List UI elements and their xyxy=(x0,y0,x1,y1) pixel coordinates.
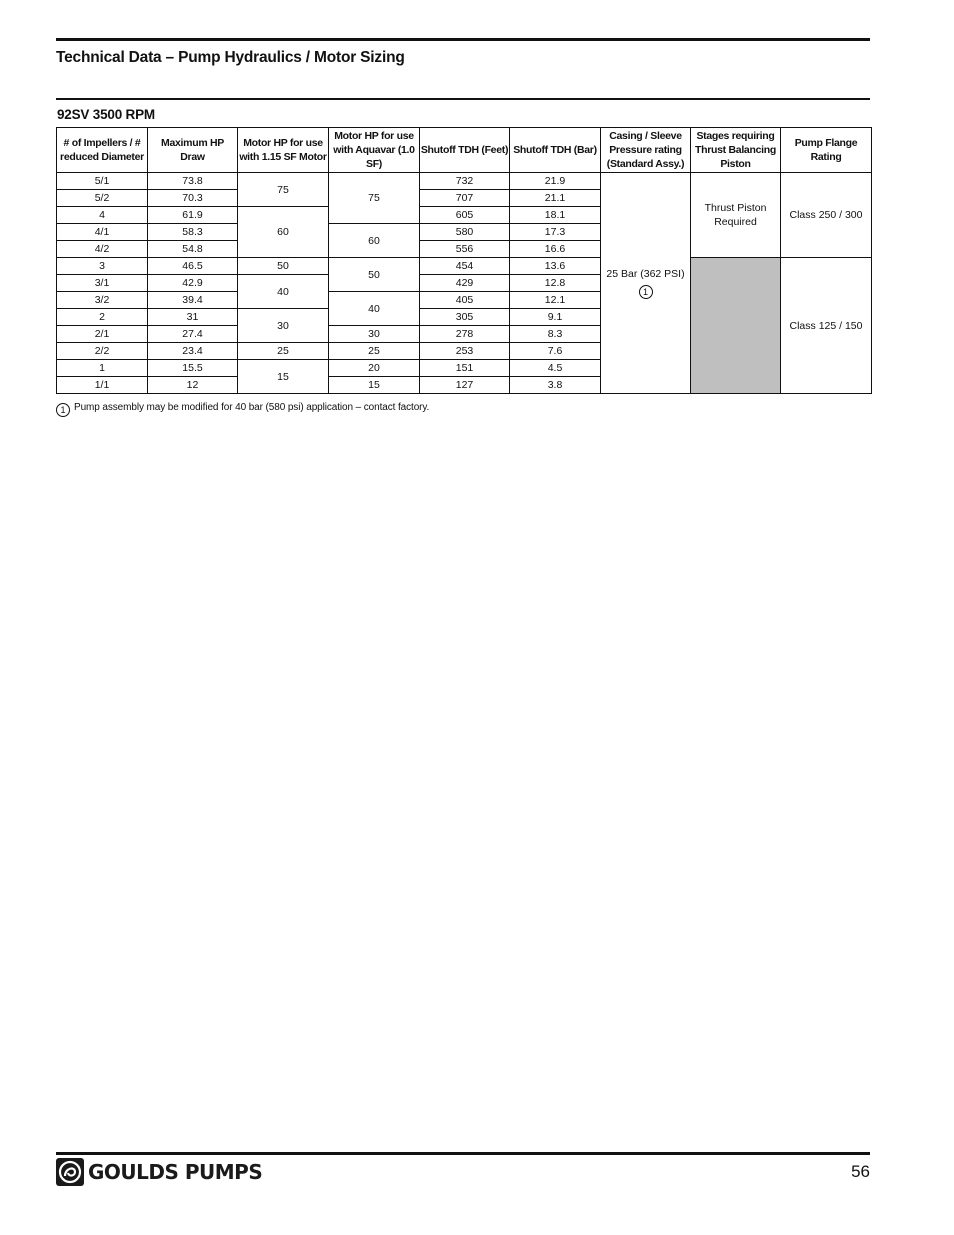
cell-max-hp: 46.5 xyxy=(148,258,238,275)
cell-shutoff-feet: 405 xyxy=(420,292,510,309)
cell-max-hp: 12 xyxy=(148,377,238,394)
goulds-logo-icon xyxy=(56,1158,84,1186)
cell-max-hp: 70.3 xyxy=(148,190,238,207)
cell-motor-aquavar: 40 xyxy=(329,292,420,326)
goulds-pumps-logo xyxy=(56,1157,262,1187)
cell-max-hp: 39.4 xyxy=(148,292,238,309)
cell-shutoff-bar: 9.1 xyxy=(510,309,601,326)
cell-impellers: 3/1 xyxy=(57,275,148,292)
cell-shutoff-bar: 13.6 xyxy=(510,258,601,275)
header-flange-rating: Pump Flange Rating xyxy=(781,128,872,173)
cell-impellers: 2 xyxy=(57,309,148,326)
cell-max-hp: 27.4 xyxy=(148,326,238,343)
cell-shutoff-bar: 7.6 xyxy=(510,343,601,360)
cell-impellers: 5/1 xyxy=(57,173,148,190)
cell-shutoff-feet: 556 xyxy=(420,241,510,258)
top-rule xyxy=(56,38,870,41)
cell-shutoff-feet: 278 xyxy=(420,326,510,343)
header-max-hp: Maximum HP Draw xyxy=(148,128,238,173)
cell-impellers: 3 xyxy=(57,258,148,275)
cell-motor-sf: 50 xyxy=(238,258,329,275)
cell-shutoff-feet: 580 xyxy=(420,224,510,241)
cell-motor-sf: 60 xyxy=(238,207,329,258)
cell-motor-aquavar: 20 xyxy=(329,360,420,377)
cell-shutoff-feet: 605 xyxy=(420,207,510,224)
cell-shutoff-bar: 18.1 xyxy=(510,207,601,224)
cell-shutoff-bar: 8.3 xyxy=(510,326,601,343)
header-casing-rating: Casing / Sleeve Pressure rating (Standard Assy.) xyxy=(601,128,691,173)
cell-motor-aquavar: 50 xyxy=(329,258,420,292)
cell-max-hp: 73.8 xyxy=(148,173,238,190)
cell-impellers: 1 xyxy=(57,360,148,377)
footnote-text: Pump assembly may be modified for 40 bar (580 psi) application – contact factory. xyxy=(74,402,430,413)
cell-shutoff-feet: 707 xyxy=(420,190,510,207)
cell-motor-sf: 75 xyxy=(238,173,329,207)
cell-shutoff-feet: 454 xyxy=(420,258,510,275)
cell-shutoff-feet: 253 xyxy=(420,343,510,360)
cell-motor-aquavar: 60 xyxy=(329,224,420,258)
footnote xyxy=(56,402,429,417)
table-row xyxy=(57,173,872,190)
cell-flange-lower: Class 125 / 150 xyxy=(781,258,872,394)
pump-data-table xyxy=(56,127,872,394)
cell-motor-aquavar: 75 xyxy=(329,173,420,224)
footnote-marker-icon: 1 xyxy=(56,403,70,417)
cell-shutoff-bar: 21.9 xyxy=(510,173,601,190)
footnote-marker-icon: 1 xyxy=(639,285,653,299)
cell-max-hp: 31 xyxy=(148,309,238,326)
cell-motor-aquavar: 15 xyxy=(329,377,420,394)
cell-motor-sf: 15 xyxy=(238,360,329,394)
cell-impellers: 3/2 xyxy=(57,292,148,309)
header-motor-sf: Motor HP for use with 1.15 SF Motor xyxy=(238,128,329,173)
cell-motor-aquavar: 25 xyxy=(329,343,420,360)
cell-shutoff-feet: 429 xyxy=(420,275,510,292)
cell-shutoff-bar: 12.8 xyxy=(510,275,601,292)
cell-shutoff-bar: 21.1 xyxy=(510,190,601,207)
cell-shutoff-bar: 12.1 xyxy=(510,292,601,309)
cell-max-hp: 58.3 xyxy=(148,224,238,241)
section-title: 92SV 3500 RPM xyxy=(57,107,155,122)
cell-shutoff-bar: 16.6 xyxy=(510,241,601,258)
cell-shutoff-feet: 732 xyxy=(420,173,510,190)
header-shutoff-bar: Shutoff TDH (Bar) xyxy=(510,128,601,173)
cell-shutoff-feet: 127 xyxy=(420,377,510,394)
cell-impellers: 5/2 xyxy=(57,190,148,207)
header-impellers: # of Impellers / # reduced Diameter xyxy=(57,128,148,173)
section-rule xyxy=(56,98,870,100)
cell-thrust-not-required xyxy=(691,258,781,394)
cell-shutoff-bar: 4.5 xyxy=(510,360,601,377)
cell-flange-upper: Class 250 / 300 xyxy=(781,173,872,258)
cell-motor-sf: 30 xyxy=(238,309,329,343)
header-motor-aquavar: Motor HP for use with Aquavar (1.0 SF) xyxy=(329,128,420,173)
header-shutoff-feet: Shutoff TDH (Feet) xyxy=(420,128,510,173)
cell-impellers: 4/1 xyxy=(57,224,148,241)
cell-impellers: 1/1 xyxy=(57,377,148,394)
cell-casing-rating xyxy=(601,173,691,394)
table-row xyxy=(57,258,872,275)
page-number: 56 xyxy=(851,1162,870,1181)
cell-shutoff-feet: 305 xyxy=(420,309,510,326)
header-thrust-piston: Stages requiring Thrust Balancing Piston xyxy=(691,128,781,173)
cell-max-hp: 42.9 xyxy=(148,275,238,292)
cell-max-hp: 61.9 xyxy=(148,207,238,224)
cell-impellers: 2/2 xyxy=(57,343,148,360)
cell-motor-sf: 40 xyxy=(238,275,329,309)
cell-shutoff-bar: 17.3 xyxy=(510,224,601,241)
table-header-row xyxy=(57,128,872,173)
thrust-piston-line2: Required xyxy=(714,216,757,228)
cell-motor-sf: 25 xyxy=(238,343,329,360)
cell-shutoff-bar: 3.8 xyxy=(510,377,601,394)
cell-max-hp: 23.4 xyxy=(148,343,238,360)
cell-impellers: 2/1 xyxy=(57,326,148,343)
casing-rating-text: 25 Bar (362 PSI) xyxy=(606,268,685,281)
cell-thrust-piston xyxy=(691,173,781,258)
cell-max-hp: 54.8 xyxy=(148,241,238,258)
cell-max-hp: 15.5 xyxy=(148,360,238,377)
cell-shutoff-feet: 151 xyxy=(420,360,510,377)
page-title: Technical Data – Pump Hydraulics / Motor Sizing xyxy=(56,49,405,66)
thrust-piston-line1: Thrust Piston xyxy=(704,202,767,214)
cell-motor-aquavar: 30 xyxy=(329,326,420,343)
cell-impellers: 4/2 xyxy=(57,241,148,258)
brand-name: GOULDS PUMPS xyxy=(88,1160,263,1184)
cell-impellers: 4 xyxy=(57,207,148,224)
footer-rule xyxy=(56,1152,870,1155)
